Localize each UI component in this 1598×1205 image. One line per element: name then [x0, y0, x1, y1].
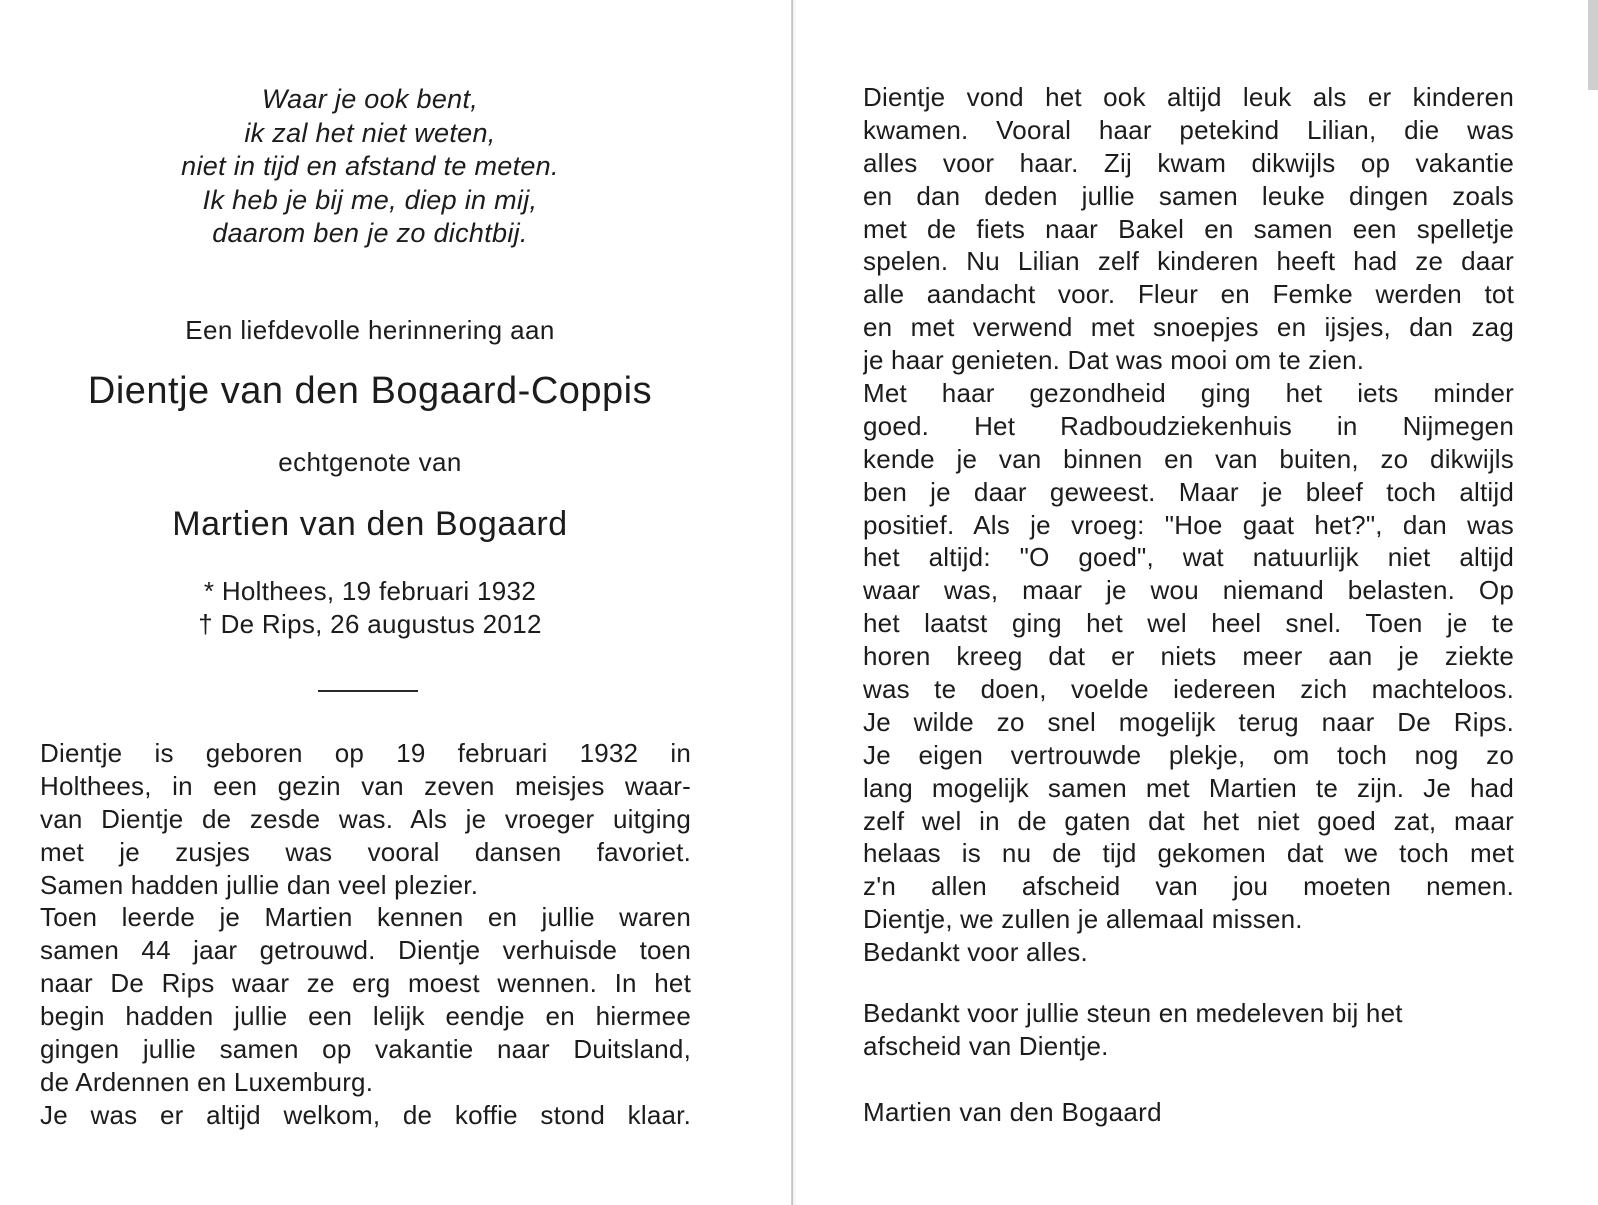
- text-line: was te doen, voelde iedereen zich machteloos.: [863, 674, 1514, 705]
- text-line: positief. Als je vroeg: "Hoe gaat het?", dan was: [863, 509, 1514, 540]
- intro-text: Een liefdevolle herinnering aan: [185, 315, 555, 345]
- signature: Martien van den Bogaard: [863, 1097, 1162, 1127]
- text-line: alles voor haar. Zij kwam dikwijls op vakantie: [863, 147, 1514, 178]
- text-line: Je was er altijd welkom, de koffie stond klaar.: [40, 1099, 691, 1130]
- birth-date: * Holthees, 19 februari 1932: [203, 576, 537, 606]
- poem: [40, 83, 700, 251]
- text-line: Samen hadden jullie dan veel plezier.: [40, 869, 479, 900]
- death-date: † De Rips, 26 augustus 2012: [198, 609, 542, 639]
- text-line: Dientje vond het ook altijd leuk als er kinderen: [863, 82, 1514, 112]
- spouse-label: echtgenote van: [278, 447, 462, 477]
- text-line: en met verwend met snoepjes en ijsjes, dan zag: [863, 312, 1514, 343]
- text-line: begin hadden jullie een lelijk eendje en hiermee: [40, 1001, 691, 1032]
- text-line: het altijd: "O goed", wat natuurlijk niet altijd: [863, 542, 1514, 573]
- text-line: met je zusjes was vooral dansen favoriet.: [40, 836, 691, 867]
- divider-line: [318, 690, 418, 692]
- spouse-name: Martien van den Bogaard: [172, 505, 568, 543]
- text-line: Toen leerde je Martien kennen en jullie waren: [40, 902, 691, 933]
- text-line: Dientje is geboren op 19 februari 1932 in: [40, 738, 691, 768]
- biography-text-right: [863, 81, 1514, 969]
- poem-line: Waar je ook bent,: [261, 84, 479, 114]
- text-line: goed. Het Radboudziekenhuis in Nijmegen: [863, 410, 1514, 441]
- text-line: alle aandacht voor. Fleur en Femke werden tot: [863, 279, 1514, 310]
- text-line: Je eigen vertrouwde plekje, om toch nog zo: [863, 739, 1514, 770]
- text-line: Bedankt voor jullie steun en medeleven bij het: [863, 998, 1403, 1028]
- poem-line: daarom ben je zo dichtbij.: [212, 218, 528, 248]
- text-line: kwamen. Vooral haar petekind Lilian, die was: [863, 114, 1514, 145]
- scan-edge: [1588, 0, 1598, 90]
- text-line: ben je daar geweest. Maar je bleef toch altijd: [863, 476, 1514, 507]
- life-dates: [40, 575, 700, 641]
- biography-text-left: [40, 737, 691, 1132]
- text-line: van Dientje de zesde was. Als je vroeger uitging: [40, 803, 691, 834]
- text-line: lang mogelijk samen met Martien te zijn. Je had: [863, 772, 1514, 803]
- text-line: Dientje, we zullen je allemaal missen.: [863, 904, 1303, 935]
- text-line: Holthees, in een gezin van zeven meisjes waar-: [40, 770, 691, 801]
- poem-line: niet in tijd en afstand te meten.: [181, 151, 559, 181]
- text-line: helaas is nu de tijd gekomen dat we toch met: [863, 838, 1514, 869]
- poem-line: ik zal het niet weten,: [244, 117, 496, 148]
- text-line: Je wilde zo snel mogelijk terug naar De Rips.: [863, 706, 1514, 737]
- text-line: spelen. Nu Lilian zelf kinderen heeft had ze daar: [863, 246, 1514, 277]
- deceased-name: Dientje van den Bogaard-Coppis: [87, 370, 653, 412]
- text-line: z'n allen afscheid van jou moeten nemen.: [863, 871, 1514, 902]
- text-line: waar was, maar je wou niemand belasten. Op: [863, 575, 1514, 606]
- text-line: samen 44 jaar getrouwd. Dientje verhuisde toen: [40, 935, 691, 966]
- thanks-text: [863, 997, 1514, 1063]
- text-line: het laatst ging het wel heel snel. Toen je te: [863, 608, 1514, 639]
- text-line: Bedankt voor alles.: [863, 937, 1088, 968]
- text-line: naar De Rips waar ze erg moest wennen. In het: [40, 968, 691, 999]
- text-line: met de fiets naar Bakel en samen een spelletje: [863, 213, 1514, 244]
- text-line: de Ardennen en Luxemburg.: [40, 1066, 374, 1097]
- text-line: Met haar gezondheid ging het iets minder: [863, 378, 1514, 409]
- text-line: kende je van binnen en van buiten, zo dikwijls: [863, 443, 1514, 474]
- text-line: horen kreeg dat er niets meer aan je ziekte: [863, 641, 1514, 672]
- text-line: zelf wel in de gaten dat het niet goed zat, maar: [863, 805, 1514, 836]
- text-line: en dan deden jullie samen leuke dingen zoals: [863, 180, 1514, 211]
- left-page: [0, 0, 790, 1205]
- text-line: je haar genieten. Dat was mooi om te zien.: [863, 345, 1365, 376]
- text-line: gingen jullie samen op vakantie naar Duitsland,: [40, 1034, 691, 1065]
- poem-line: Ik heb je bij me, diep in mij,: [202, 184, 538, 215]
- text-line: afscheid van Dientje.: [863, 1030, 1109, 1061]
